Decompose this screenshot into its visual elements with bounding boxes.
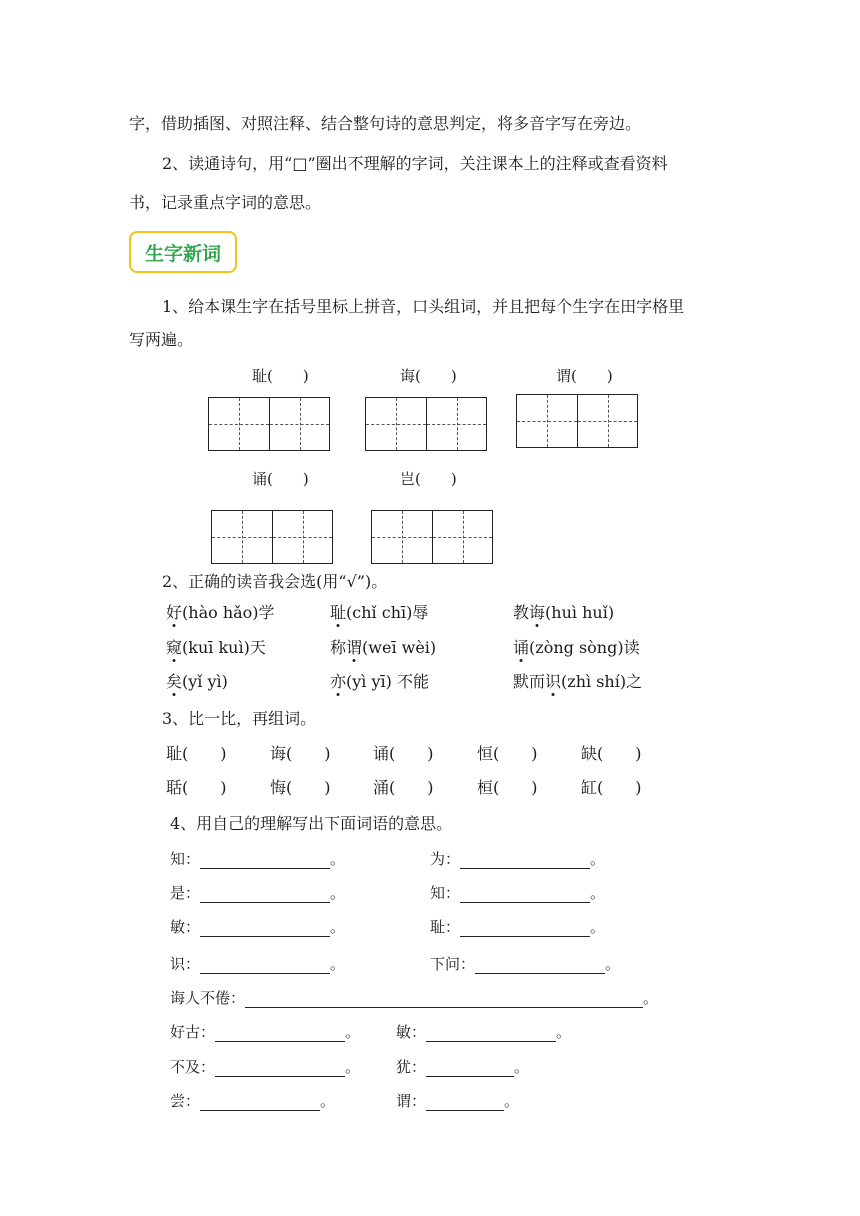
- q1-line-2: 写两遍。: [129, 330, 194, 349]
- definition-row: 尝： 。: [170, 1092, 336, 1110]
- definition-row: 知： 。: [430, 884, 606, 902]
- compare-item[interactable]: 诲( ): [270, 744, 331, 763]
- definition-row: 耻： 。: [430, 918, 606, 936]
- definition-row: 敏： 。: [396, 1023, 572, 1041]
- pinyin-choice[interactable]: 耻(chǐ chī)辱: [330, 603, 429, 622]
- compare-item[interactable]: 缸( ): [581, 778, 642, 797]
- q4-title: 4、用自己的理解写出下面词语的意思。: [170, 814, 453, 833]
- pinyin-choice[interactable]: 好(hào hǎo)学: [166, 603, 275, 622]
- answer-line[interactable]: [245, 992, 643, 1008]
- char-label: 岂( ): [400, 470, 457, 488]
- answer-line[interactable]: [460, 887, 590, 903]
- section-title: 生字新词: [129, 231, 237, 273]
- intro-line-2: 2、读通诗句，用“□”圈出不理解的字词，关注课本上的注释或查看资料: [162, 154, 668, 173]
- tianzige-cell[interactable]: [426, 398, 486, 450]
- tianzige-cell[interactable]: [372, 511, 432, 563]
- pinyin-choice[interactable]: 默而识(zhì shí)之: [513, 672, 643, 691]
- answer-line[interactable]: [215, 1061, 345, 1077]
- compare-item[interactable]: 聒( ): [166, 778, 227, 797]
- tianzige-cell[interactable]: [366, 398, 426, 450]
- q1-line-1: 1、给本课生字在括号里标上拼音，口头组词，并且把每个生字在田字格里: [162, 297, 685, 316]
- definition-row: 犹： 。: [396, 1058, 530, 1076]
- pinyin-choice[interactable]: 教诲(huì huǐ): [513, 603, 615, 622]
- answer-line[interactable]: [460, 921, 590, 937]
- char-label: 诲( ): [400, 367, 457, 385]
- compare-item[interactable]: 缺( ): [581, 744, 642, 763]
- definition-row: 下问： 。: [430, 955, 621, 973]
- definition-row: 知： 。: [170, 850, 346, 868]
- compare-item[interactable]: 桓( ): [477, 778, 538, 797]
- answer-line[interactable]: [215, 1026, 345, 1042]
- tianzige-cell[interactable]: [269, 398, 329, 450]
- answer-line[interactable]: [200, 921, 330, 937]
- tianzige-grid[interactable]: [208, 397, 330, 451]
- compare-item[interactable]: 涌( ): [373, 778, 434, 797]
- tianzige-cell[interactable]: [517, 395, 577, 447]
- compare-item[interactable]: 悔( ): [270, 778, 331, 797]
- answer-line[interactable]: [200, 1095, 320, 1111]
- tianzige-grid[interactable]: [516, 394, 638, 448]
- tianzige-cell[interactable]: [577, 395, 637, 447]
- q2-title: 2、正确的读音我会选(用“√”)。: [162, 572, 388, 591]
- answer-line[interactable]: [426, 1026, 556, 1042]
- definition-row: 敏： 。: [170, 918, 346, 936]
- pinyin-choice[interactable]: 称谓(weī wèi): [330, 638, 437, 657]
- char-label: 耻( ): [252, 367, 309, 385]
- pinyin-choice[interactable]: 亦(yì yī) 不能: [330, 672, 429, 691]
- answer-line[interactable]: [475, 958, 605, 974]
- compare-item[interactable]: 耻( ): [166, 744, 227, 763]
- definition-row: 为： 。: [430, 850, 606, 868]
- definition-row: 诲人不倦： 。: [170, 989, 659, 1007]
- definition-row: 好古： 。: [170, 1023, 361, 1041]
- intro-line-1: 字，借助插图、对照注释、结合整句诗的意思判定，将多音字写在旁边。: [129, 114, 642, 133]
- answer-line[interactable]: [460, 853, 590, 869]
- tianzige-grid[interactable]: [371, 510, 493, 564]
- definition-row: 识： 。: [170, 955, 346, 973]
- compare-item[interactable]: 恒( ): [477, 744, 538, 763]
- pinyin-choice[interactable]: 窥(kuī kuì)天: [166, 638, 266, 657]
- char-label: 诵( ): [252, 470, 309, 488]
- answer-line[interactable]: [200, 887, 330, 903]
- pinyin-choice[interactable]: 诵(zòng sòng)读: [513, 638, 640, 657]
- answer-line[interactable]: [200, 958, 330, 974]
- tianzige-cell[interactable]: [209, 398, 269, 450]
- tianzige-grid[interactable]: [211, 510, 333, 564]
- definition-row: 谓： 。: [396, 1092, 520, 1110]
- tianzige-cell[interactable]: [432, 511, 492, 563]
- definition-row: 是： 。: [170, 884, 346, 902]
- pinyin-choice[interactable]: 矣(yǐ yì): [166, 672, 228, 691]
- tianzige-cell[interactable]: [272, 511, 332, 563]
- answer-line[interactable]: [200, 853, 330, 869]
- q3-title: 3、比一比，再组词。: [162, 709, 317, 728]
- answer-line[interactable]: [426, 1061, 514, 1077]
- definition-row: 不及： 。: [170, 1058, 361, 1076]
- compare-item[interactable]: 诵( ): [373, 744, 434, 763]
- char-label: 谓( ): [556, 367, 613, 385]
- answer-line[interactable]: [426, 1095, 504, 1111]
- intro-line-3: 书，记录重点字词的意思。: [129, 193, 322, 212]
- tianzige-grid[interactable]: [365, 397, 487, 451]
- tianzige-cell[interactable]: [212, 511, 272, 563]
